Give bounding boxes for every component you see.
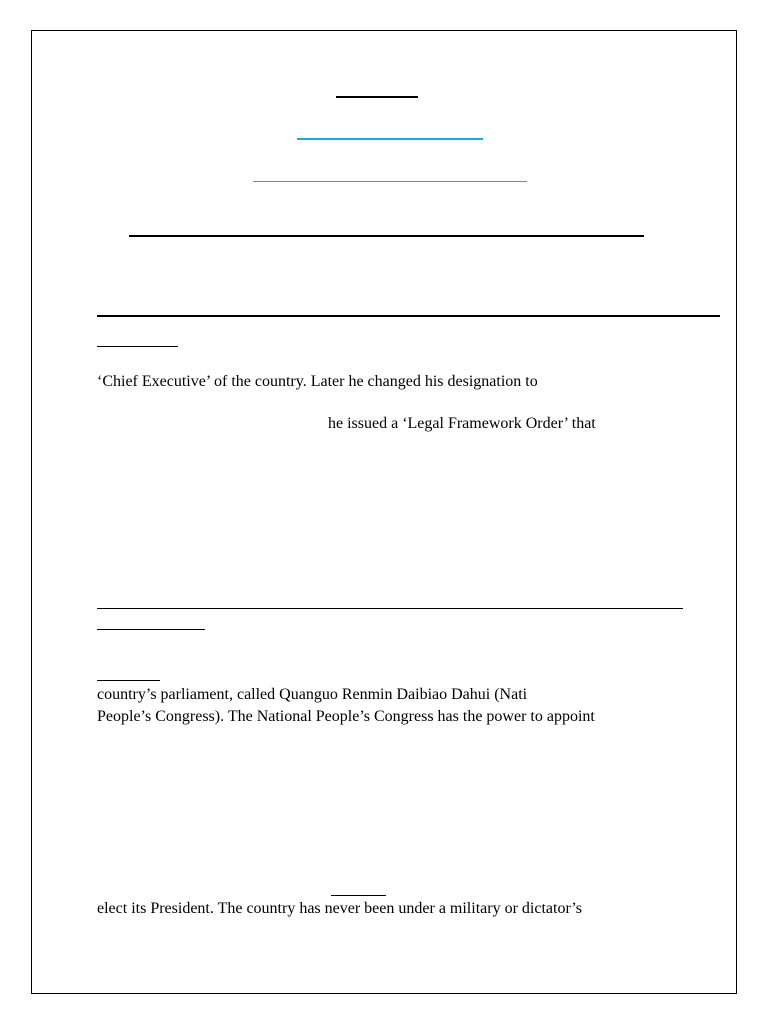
- legal-framework-line: he issued a ‘Legal Framework Order’ that: [328, 415, 596, 432]
- title-underline: [129, 235, 644, 237]
- link-underline-1[interactable]: [297, 138, 483, 140]
- document-page: [31, 30, 737, 994]
- parliament-line: country’s parliament, called Quanguo Renmin Daibiao Dahui (Nati: [97, 686, 528, 703]
- short-underline-2: [97, 629, 205, 630]
- chief-executive-line: ‘Chief Executive’ of the country. Later he changed his designation to: [97, 373, 538, 390]
- short-underline-1: [97, 346, 178, 347]
- link-underline-2[interactable]: [253, 181, 527, 182]
- heading-underline: [336, 96, 418, 98]
- short-underline-4: [331, 895, 386, 896]
- short-underline-3: [97, 680, 160, 681]
- long-underline: [97, 608, 683, 609]
- npc-line: People’s Congress). The National People’s Congress has the power to appoint: [97, 708, 595, 725]
- president-line: elect its President. The country has never been under a military or dictator’s: [97, 900, 583, 917]
- section-divider: [97, 315, 720, 317]
